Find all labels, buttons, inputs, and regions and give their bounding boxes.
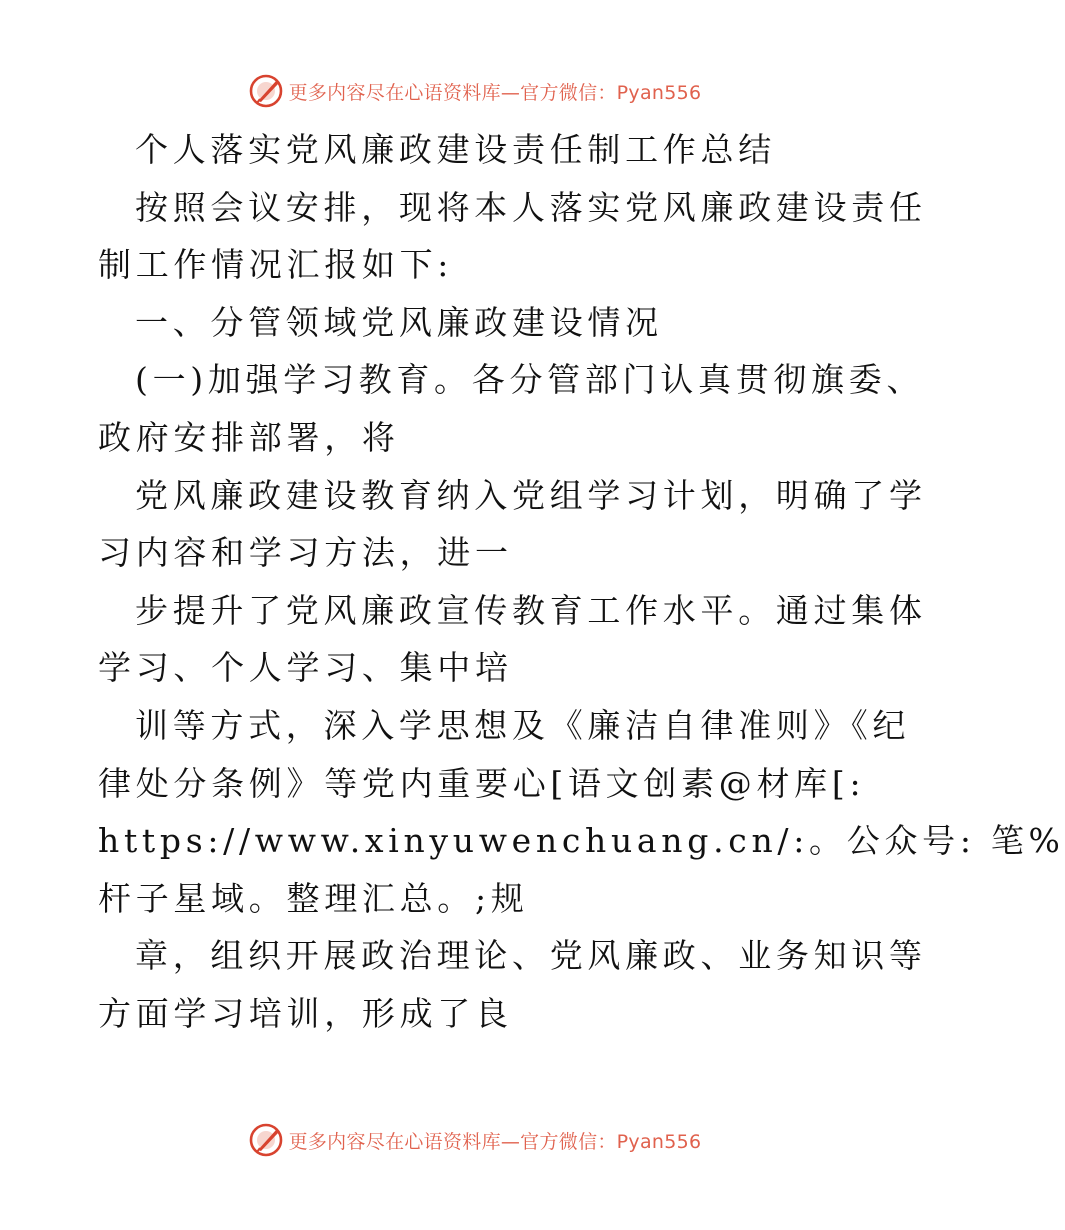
paragraph-line: 党风廉政建设教育纳入党组学习计划，明确了学 bbox=[135, 475, 927, 515]
watermark-text: 更多内容尽在心语资料库—官方微信：Pyan556 bbox=[288, 1130, 702, 1153]
paragraph-line: 按照会议安排，现将本人落实党风廉政建设责任 bbox=[135, 187, 927, 227]
document-title: 个人落实党风廉政建设责任制工作总结 bbox=[135, 130, 776, 169]
paragraph-line: 习内容和学习方法，进一 bbox=[98, 533, 513, 573]
header-watermark bbox=[0, 71, 950, 111]
paragraph-line: 制工作情况汇报如下: bbox=[98, 245, 454, 285]
quill-logo-icon bbox=[249, 74, 283, 108]
watermark-text: 更多内容尽在心语资料库—官方微信：Pyan556 bbox=[288, 81, 702, 104]
quill-logo-icon bbox=[249, 1123, 283, 1157]
paragraph-line: 律处分条例》等党内重要心[语文创素@材库[: bbox=[98, 763, 866, 803]
footer-watermark bbox=[0, 1120, 950, 1160]
section-heading: 一、分管领域党风廉政建设情况 bbox=[135, 302, 663, 342]
paragraph-line: 章，组织开展政治理论、党风廉政、业务知识等 bbox=[135, 936, 927, 976]
paragraph-line: 步提升了党风廉政宣传教育工作水平。通过集体 bbox=[135, 590, 927, 630]
paragraph-line: 政府安排部署，将 bbox=[98, 417, 400, 457]
paragraph-line: 训等方式，深入学思想及《廉洁自律准则》《纪 bbox=[135, 705, 911, 745]
paragraph-line: 杆子星域。整理汇总。;规 bbox=[98, 878, 529, 918]
paragraph-line: 方面学习培训，形成了良 bbox=[98, 993, 513, 1033]
document-body bbox=[98, 121, 1065, 1043]
paragraph-line: (一)加强学习教育。各分管部门认真贯彻旗委、 bbox=[135, 360, 925, 400]
paragraph-line: https://www.xinyuwenchuang.cn/:。公众号: 笔% bbox=[98, 821, 1065, 861]
paragraph-line: 学习、个人学习、集中培 bbox=[98, 648, 513, 688]
